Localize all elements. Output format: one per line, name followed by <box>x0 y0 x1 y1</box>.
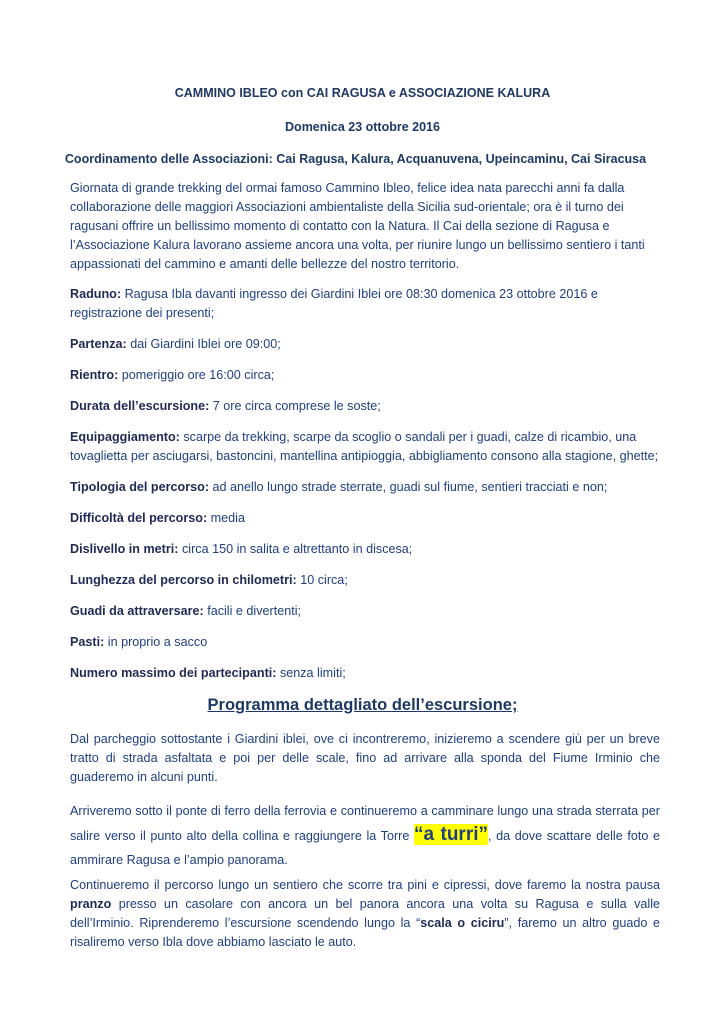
detail-value: scarpe da trekking, scarpe da scoglio o sandali per i guadi, calze di ricambio, una tovaglietta per asciugarsi, bastoncini, mantellina antipioggia, abbigliamento consono alla stagione, ghette; <box>70 430 659 463</box>
detail-term: Tipologia del percorso: <box>70 480 210 494</box>
detail-raduno <box>70 285 660 323</box>
program-paragraph-1: Dal parcheggio sottostante i Giardini iblei, ove ci incontreremo, inizieremo a scendere giù per un breve tratto di strada asfaltata e poi per delle scale, fino ad arrivare alla sponda del Fiume Irminio che guaderemo in alcuni punti. <box>70 732 660 784</box>
detail-lunghezza <box>70 571 660 590</box>
detail-durata <box>70 397 660 416</box>
detail-value: ad anello lungo strade sterrate, guadi sul fiume, sentieri tracciati e non; <box>209 480 608 494</box>
paragraph-text: , da dove scattare delle foto e ammirare Ragusa e l’ampio panorama. <box>70 829 660 867</box>
detail-value: media <box>207 511 245 525</box>
detail-partenza <box>70 335 660 354</box>
detail-term: Pasti: <box>70 635 105 649</box>
detail-term: Durata dell’escursione: <box>70 399 210 413</box>
bold-word: pranzo <box>70 897 112 911</box>
paragraph-text: presso un casolare con ancora un bel panora ancora una volta su Ragusa e sulla valle dell’Irminio. Riprenderemo l’escursione scendendo lungo la “ <box>70 897 660 930</box>
detail-rientro <box>70 366 660 385</box>
detail-value: in proprio a sacco <box>104 635 208 649</box>
coordination-line: Coordinamento delle Associazioni: Cai Ragusa, Kalura, Acquanuvena, Upeincaminu, Cai Siracusa <box>64 152 647 166</box>
highlighted-tower-name: “a turri” <box>414 824 488 845</box>
detail-term: Difficoltà del percorso: <box>70 511 208 525</box>
detail-term: Numero massimo dei partecipanti: <box>70 666 277 680</box>
document-title: CAMMINO IBLEO con CAI RAGUSA e ASSOCIAZIONE KALURA <box>174 86 551 100</box>
detail-term: Partenza: <box>70 337 127 351</box>
detail-equipaggiamento <box>70 428 660 466</box>
detail-value: circa 150 in salita e altrettanto in discesa; <box>178 542 413 556</box>
detail-term: Equipaggiamento: <box>70 430 180 444</box>
detail-term: Rientro: <box>70 368 119 382</box>
detail-value: dai Giardini Iblei ore 09:00; <box>126 337 281 351</box>
bold-word: scala o ciciru <box>420 916 505 930</box>
detail-value: facili e divertenti; <box>203 604 301 618</box>
detail-term: Raduno: <box>70 287 122 301</box>
detail-tipologia <box>70 478 660 497</box>
detail-partecipanti <box>70 664 660 683</box>
paragraph-text: ”, faremo un altro guado e risaliremo verso Ibla dove abbiamo lasciato le auto. <box>70 916 660 949</box>
detail-difficolta <box>70 509 660 528</box>
detail-dislivello <box>70 540 660 559</box>
detail-value: 10 circa; <box>296 573 348 587</box>
program-paragraph-3 <box>70 876 660 952</box>
program-heading: Programma dettagliato dell’escursione; <box>207 696 518 714</box>
program-paragraph-2 <box>70 799 660 872</box>
detail-pasti <box>70 633 660 652</box>
detail-term: Guadi da attraversare: <box>70 604 204 618</box>
detail-value: Ragusa Ibla davanti ingresso dei Giardini Iblei ore 08:30 domenica 23 ottobre 2016 e registrazione dei presenti; <box>70 287 598 320</box>
event-date: Domenica 23 ottobre 2016 <box>285 120 440 134</box>
paragraph-text: Continueremo il percorso lungo un sentiero che scorre tra pini e cipressi, dove faremo la nostra pausa <box>70 878 660 892</box>
detail-guadi <box>70 602 660 621</box>
paragraph-text: Arriveremo sotto il ponte di ferro della ferrovia e continueremo a camminare lungo una strada sterrata per salire verso il punto alto della collina e raggiungere la Torre <box>70 804 660 843</box>
detail-value: 7 ore circa comprese le soste; <box>209 399 381 413</box>
detail-value: senza limiti; <box>276 666 346 680</box>
intro-paragraph: Giornata di grande trekking del ormai famoso Cammino Ibleo, felice idea nata parecchi anni fa dalla collaborazione delle maggiori Associazioni ambientaliste della Sicilia sud-orientale; ora è il turno dei ragusani offrire un bellissimo momento di contatto con la Natura. Il Cai della sezione di Ragusa e l’Associazione Kalura lavorano assieme ancora una volta, per riunire lungo un bellissimo sentiero i tanti appassionati del cammino e amanti delle bellezze del nostro territorio. <box>70 181 645 271</box>
detail-value: pomeriggio ore 16:00 circa; <box>118 368 275 382</box>
detail-term: Dislivello in metri: <box>70 542 179 556</box>
detail-term: Lunghezza del percorso in chilometri: <box>70 573 297 587</box>
